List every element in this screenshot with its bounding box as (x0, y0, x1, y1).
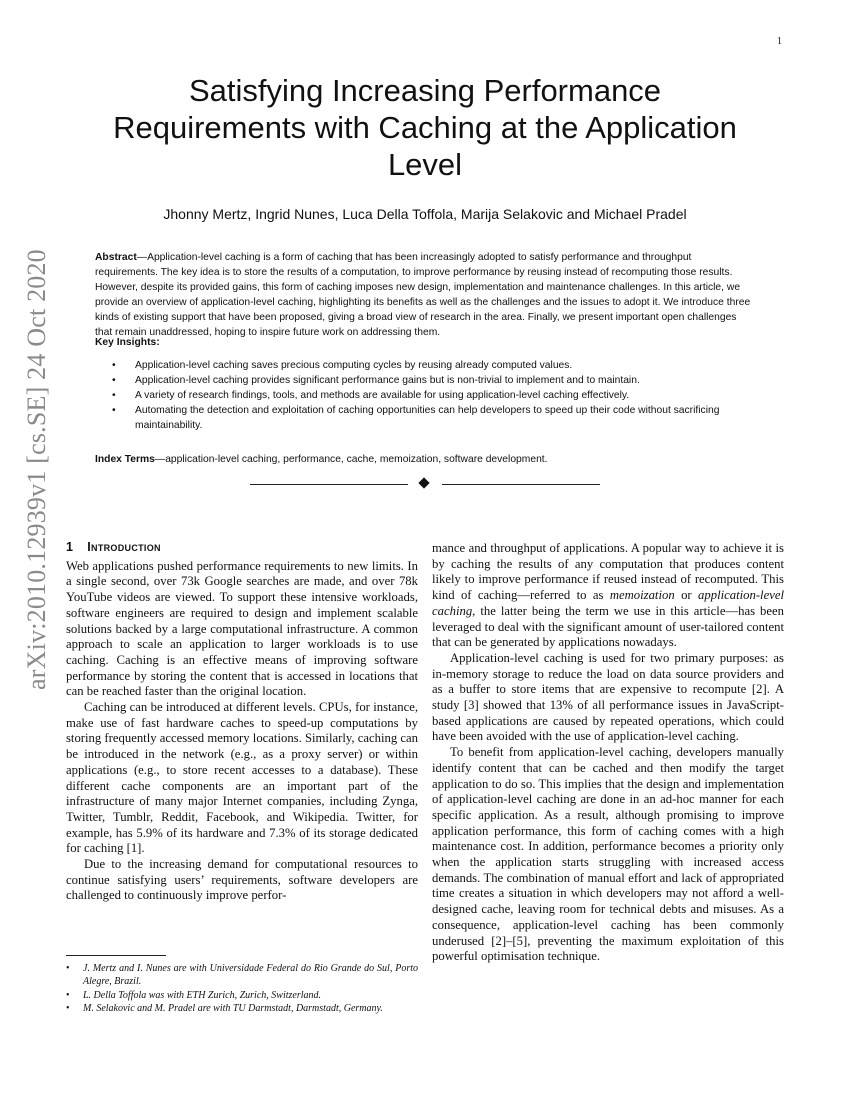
key-insight-item: • Automating the detection and exploitation of caching opportunities can help developers to speed up their code without sacrificing maintainability. (112, 403, 772, 433)
section-heading (66, 540, 418, 556)
left-column (66, 540, 418, 904)
abstract-label: Abstract (95, 252, 137, 263)
key-insight-item: • Application-level caching saves precious computing cycles by reusing already computed values. (112, 358, 772, 373)
key-insights-list (112, 358, 772, 433)
body-paragraph: Web applications pushed performance requirements to new limits. In a single second, over 73k Google searches are made, and over 78k YouTube videos are viewed. To support these intensive workloads, software engineers are required to design and implement scalable solutions backed by a large computational infrastructure. A common approach to scale an application to larger workloads is to use caching. Caching is an effective means of improving software performance by storing the content that is accessed in locations that can be reached faster than the original location. (66, 558, 418, 699)
footnote-item: • L. Della Toffola was with ETH Zurich, Zurich, Switzerland. (66, 989, 418, 1002)
section-title: Introduction (87, 540, 161, 554)
footnote-item: • M. Selakovic and M. Pradel are with TU Darmstadt, Darmstadt, Germany. (66, 1002, 418, 1015)
body-paragraph: Application-level caching is used for two primary purposes: as in-memory storage to reduce the load on data source providers and as a buffer to store items that are expensive to recompute [2]. A study [3] showed that 13% of all performance issues in JavaScript-based applications are caused by repeated operations, which could have been avoided with the use of application-level caching. (432, 650, 784, 744)
author-list: Jhonny Mertz, Ingrid Nunes, Luca Della Toffola, Marija Selakovic and Michael Pradel (163, 206, 687, 222)
separator-line-left (250, 484, 408, 485)
body-paragraph: Due to the increasing demand for computational resources to continue satisfying users’ requirements, software developers are challenged to continuously improve perfor- (66, 857, 418, 903)
key-insight-item: • A variety of research findings, tools, and methods are available for using application-level caching effectively. (112, 388, 772, 403)
key-insights-heading: Key Insights: (95, 337, 160, 348)
page-number: 1 (777, 36, 782, 47)
paragraph-text: mance and throughput of applications. A popular way to achieve it is by caching the results of any computation that produces content likely to improve performance if reused instead of recomputed. This kind of caching—referred to as (432, 541, 784, 603)
body-paragraph (432, 541, 784, 651)
paper-title: Satisfying Increasing Performance Requirements with Caching at the Application Level (113, 73, 737, 182)
arxiv-identifier: arXiv:2010.12939v1 [cs.SE] 24 Oct 2020 (22, 249, 51, 690)
index-terms (95, 454, 755, 465)
separator-line-right (442, 484, 600, 485)
index-terms-label: Index Terms (95, 454, 155, 465)
term-memoization: memoization (609, 588, 675, 603)
term-application-level-caching: application-level caching (432, 588, 784, 618)
section-separator (0, 477, 850, 491)
abstract (95, 250, 755, 340)
body-paragraph: To benefit from application-level caching, developers manually identify content that can be cached and then modify the target application to do so. This implies that the design and implementation of application-level caching are done in an ad-hoc manner for each specific application. As a result, although promising to improve application performance, this form of caching comes with a high maintenance cost. In addition, performance becomes a priority only when the application starts struggling with increased access demands. The combination of manual effort and lack of appropriated time creates a situation in which developers may not afford a well-designed cache, leaving room for technical debts and misuses. As a consequence, application-level caching has been commonly underused [2]–[5], preventing the maximum exploitation of this powerful optimisation technique. (432, 745, 784, 964)
section-number: 1 (66, 540, 74, 554)
index-terms-text: —application-level caching, performance, cache, memoization, software development. (154, 454, 548, 465)
footnotes (66, 962, 418, 1016)
body-paragraph: Caching can be introduced at different levels. CPUs, for instance, make use of fast hardware caches to speed-up computations by storing frequently accessed memory locations. Similarly, caching can be introduced in the network (e.g., as a proxy server) or within applications (e.g., to store recent accesses to a database). These different cache components are an important part of the infrastructure of many major Internet companies, including Zynga, Twitter, Tumblr, Reddit, Facebook, and Wikipedia. Twitter, for example, has 5.9% of its hardware and 7.3% of its storage dedicated for caching [1]. (66, 700, 418, 856)
abstract-text: —Application-level caching is a form of caching that has been increasingly adopted to satisfy performance and throughput requirements. The key idea is to store the results of a computation, to improve performance by reusing instead of recomputing those results. However, despite its provided gains, this form of caching imposes new design, implementation and maintenance challenges. In this article, we provide an overview of application-level caching, highlighting its benefits as well as the challenges and the issues to adopt it. We introduce three kinds of existing support that have been proposed, giving a broad view of research in the area. Finally, we present important open challenges that remain unaddressed, hoping to inspire future work on addressing them. (95, 252, 751, 338)
footnote-item: • J. Mertz and I. Nunes are with Universidade Federal do Rio Grande do Sul, Porto Alegre, Brazil. (66, 962, 418, 989)
paragraph-text: or (674, 588, 699, 603)
key-insight-item: • Application-level caching provides significant performance gains but is non-trivial to implement and to maintain. (112, 373, 772, 388)
right-column (432, 541, 784, 965)
diamond-icon (418, 477, 429, 488)
footnote-rule (66, 955, 166, 956)
arxiv-side-stamp (20, 249, 58, 690)
paragraph-text: , the latter being the term we use in this article—has been leveraged to deal with the significant amount of user-tailored content that can be generated by applications nowadays. (432, 603, 784, 650)
